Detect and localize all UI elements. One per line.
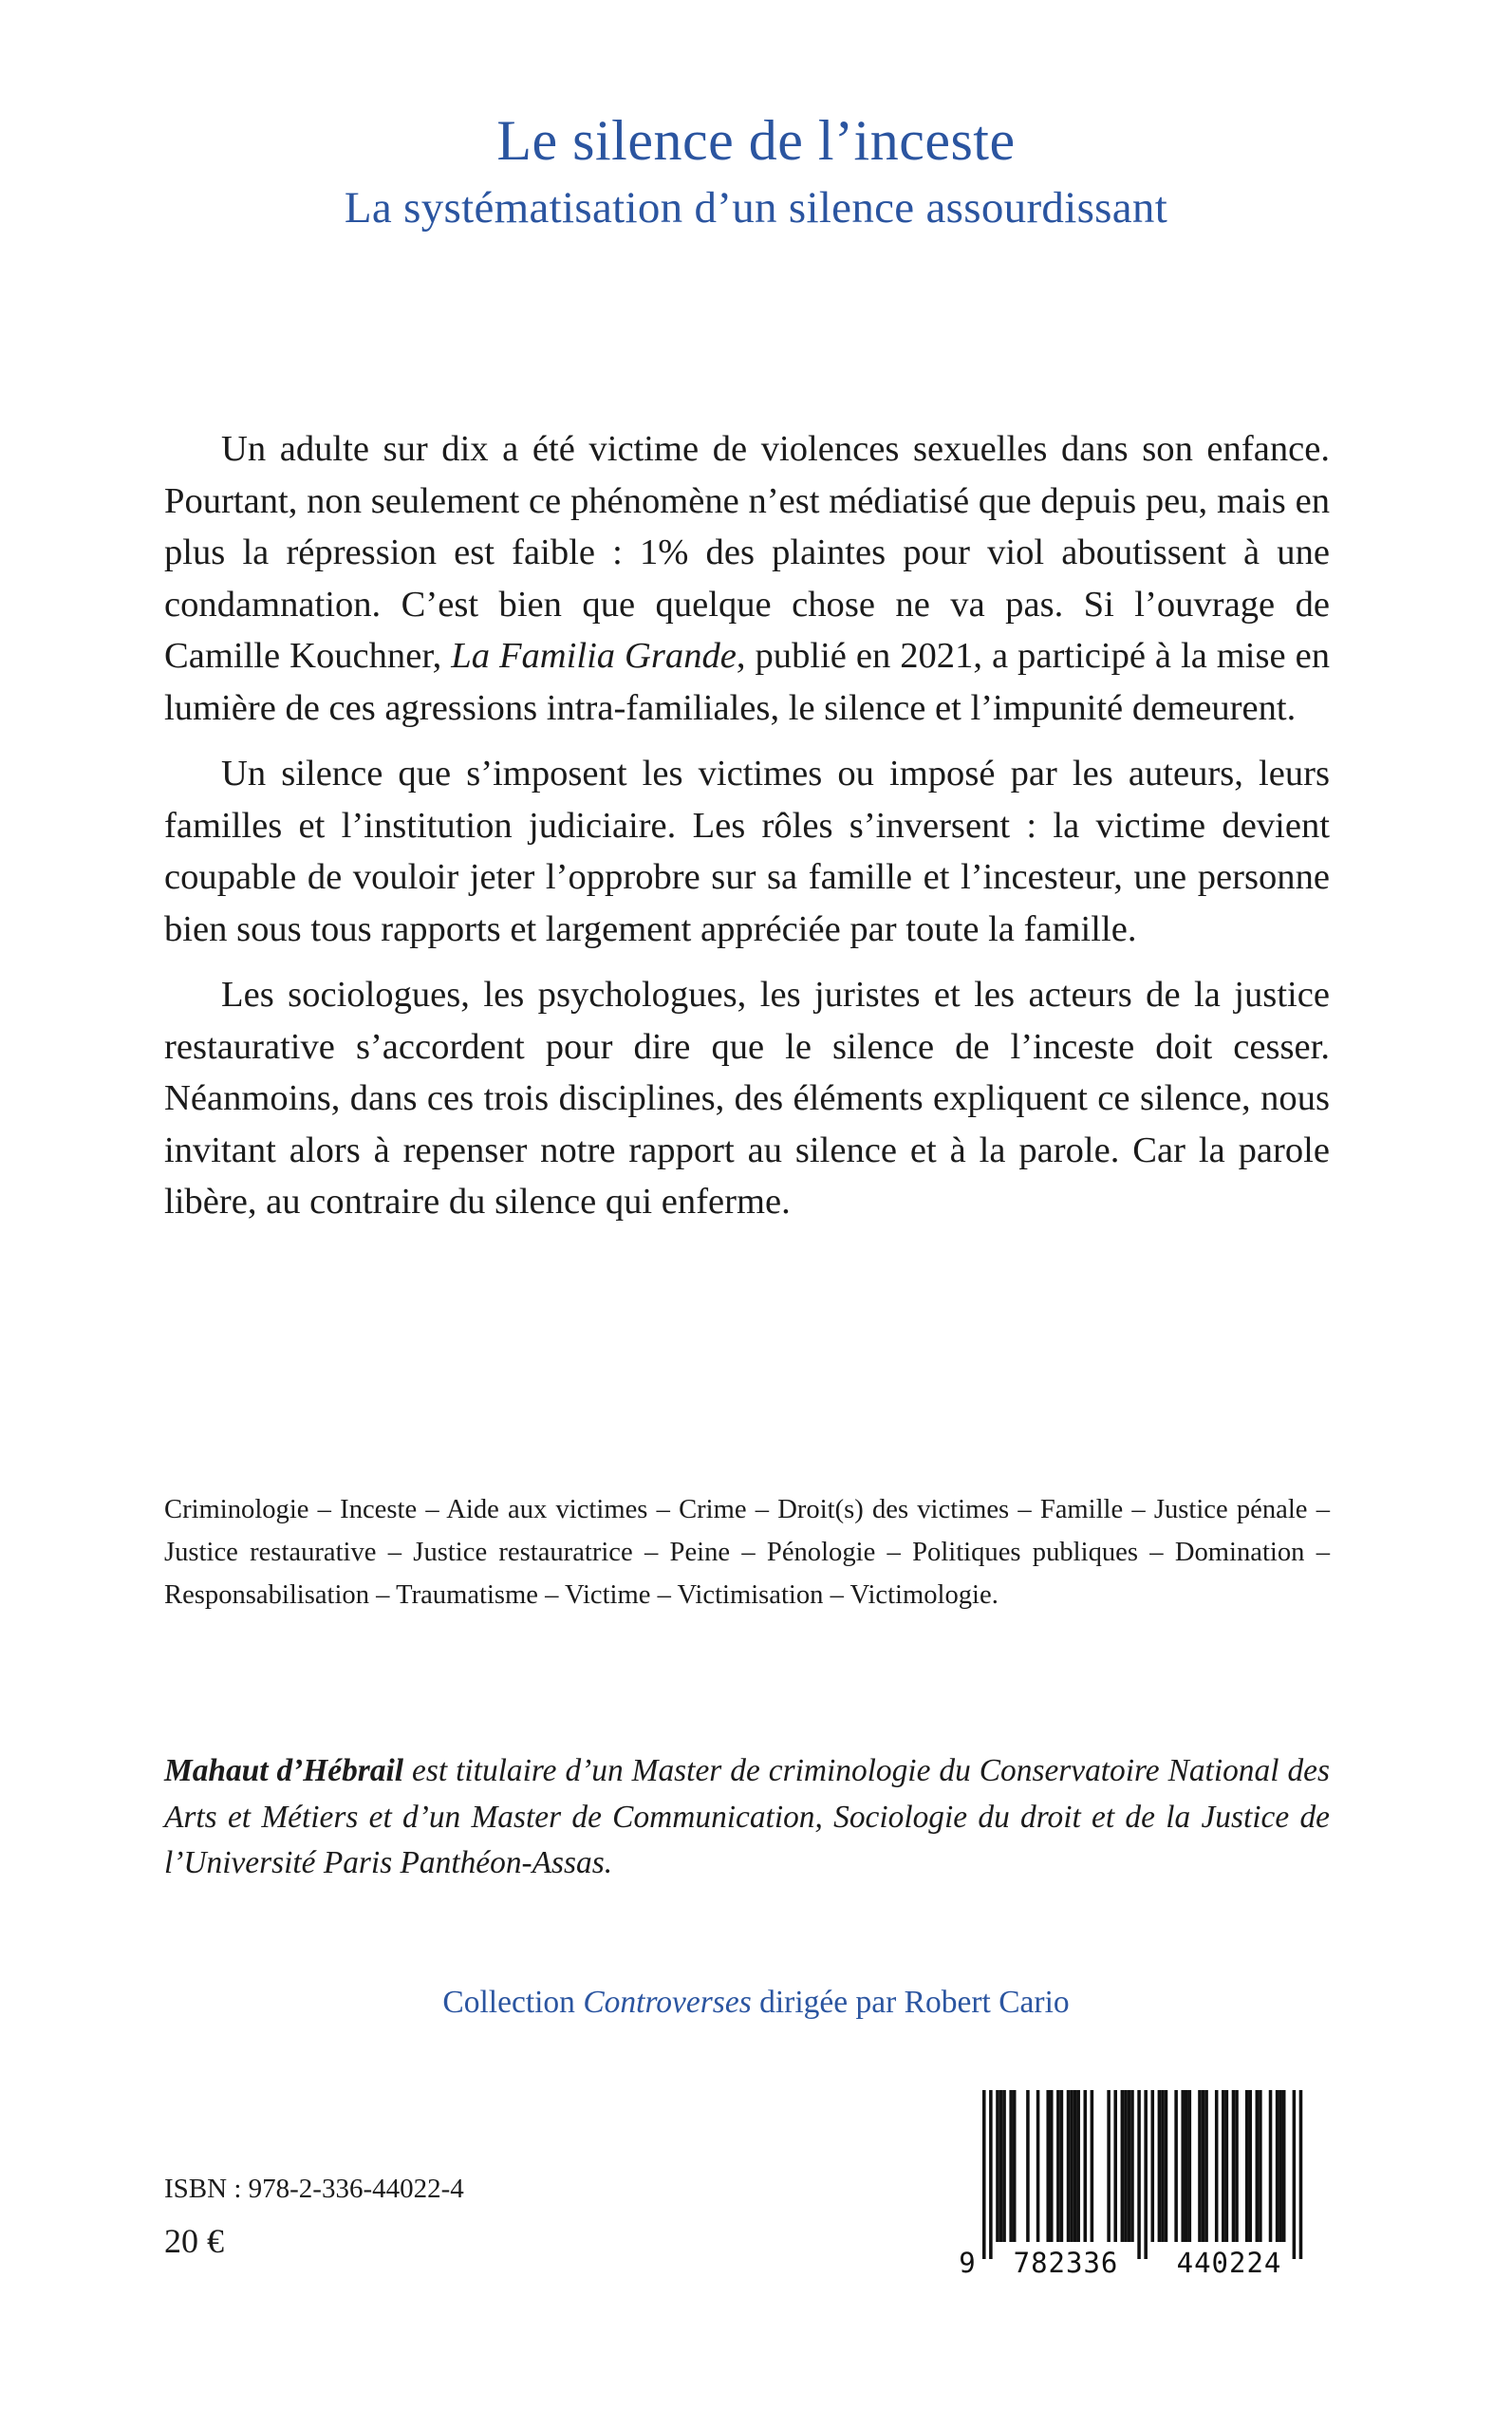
barcode-bar [1091,2090,1094,2242]
keywords: Criminologie – Inceste – Aide aux victimes – Crime – Droit(s) des victimes – Famille – Justice pénale – Justice restaurative – Justice restauratrice – Peine – Pénologie – Politiques publiques – Domination – Responsabilisation – Traumatisme – Victime – Victimisation – Victimologie. [164,1495,1330,1610]
barcode-bar [1198,2090,1202,2242]
author-bio [164,1748,1330,1887]
barcode-bar [1107,2090,1111,2242]
barcode-bar [982,2090,986,2259]
barcode-bar [1174,2090,1178,2242]
barcode-bar [989,2090,993,2259]
barcode-bar [1073,2090,1077,2242]
barcode-bar [1256,2090,1260,2242]
barcode-bar [1232,2090,1236,2242]
barcode [954,2086,1324,2276]
barcode-bar [1222,2090,1225,2242]
barcode-bar [1235,2090,1239,2242]
summary-paragraph-2: Un silence que s’imposent les victimes ou imposé par les auteurs, leurs familles et l’institution judiciaire. Les rôles s’inversent : la victime devient coupable de vouloir jeter l’opprobre sur sa famille et l’incesteur, une personne bien sous tous rapports et largement appréciée par toute la famille. [164,754,1330,949]
barcode-bar [1067,2090,1071,2242]
author-bio-text: est titulaire d’un Master de criminologie du Conservatoire National des Arts et Métiers et d’un Master de Communication, Sociologie du droit et de la Justice de l’Université Paris Panthéon-Assas. [164,1753,1330,1880]
barcode-bar [1036,2090,1040,2242]
isbn: ISBN : 978-2-336-44022-4 [164,2174,464,2204]
barcode-bar [1130,2090,1134,2242]
barcode-bar [1002,2090,1006,2242]
barcode-bar [1144,2090,1148,2259]
barcode-bar [1121,2090,1125,2242]
barcode-first-digit: 9 [959,2247,976,2276]
barcode-bar [1185,2090,1188,2242]
barcode-bar [996,2090,999,2242]
barcode-bar [1076,2090,1080,2242]
barcode-bar [1158,2090,1162,2242]
barcode-bar [1248,2090,1252,2242]
back-cover-summary [164,423,1330,1242]
barcode-bar [1245,2090,1249,2242]
barcode-bar [1269,2090,1273,2242]
barcode-bar [1276,2090,1279,2242]
barcode-bar [1165,2090,1168,2242]
barcode-bar [1202,2090,1205,2242]
price: 20 € [164,2222,224,2260]
barcode-bar [1070,2090,1073,2242]
barcode-bar [1026,2090,1030,2242]
barcode-bar [1050,2090,1054,2242]
barcode-bar [1013,2090,1017,2242]
book-subtitle: La systématisation d’un silence assourdissant [344,183,1168,233]
summary-paragraph-3: Les sociologues, les psychologues, les juristes et les acteurs de la justice restaurative s’accordent pour dire que le silence de l’inceste doit cesser. Néanmoins, dans ces trois disciplines, des éléments expliquent ce silence, nous invitant alors à repenser notre rapport au silence et à la parole. Car la parole libère, au contraire du silence qui enferme. [164,975,1330,1222]
summary-text: , publié en 2021, a participé à la mise en lumière de ces agressions intra-familiales, le silence et l’impunité demeurent. [164,636,1330,728]
barcode-bar [1137,2090,1141,2259]
collection-prefix: Collection [442,1985,584,2020]
barcode-bar [1299,2090,1303,2259]
barcode-bar [1161,2090,1165,2242]
barcode-bar [1282,2090,1286,2242]
barcode-bar [999,2090,1003,2242]
cited-book-title: La Familia Grande [451,636,737,676]
barcode-bar [1293,2090,1297,2259]
barcode-bar [1204,2090,1208,2242]
barcode-bar [1128,2090,1131,2242]
collection-name: Controverses [583,1985,752,2020]
barcode-bar [1225,2090,1229,2242]
barcode-bar [1181,2090,1185,2242]
summary-paragraph-1 [164,423,1330,734]
barcode-bar [1188,2090,1192,2242]
barcode-bar [1009,2090,1013,2242]
barcode-bar [1215,2090,1219,2242]
barcode-bar [1046,2090,1050,2242]
barcode-left-digits: 782336 [1013,2247,1119,2276]
collection-line [0,1984,1512,2022]
collection-suffix: dirigée par Robert Cario [751,1985,1070,2020]
barcode-bar [1060,2090,1064,2242]
barcode-bar [1113,2090,1117,2242]
book-title: Le silence de l’inceste [496,109,1016,172]
barcode-bar [1279,2090,1282,2242]
barcode-bar [1124,2090,1128,2242]
barcode-bar [1056,2090,1060,2242]
author-name: Mahaut d’Hébrail [164,1753,404,1788]
barcode-bar [1151,2090,1155,2242]
barcode-bar [1259,2090,1262,2242]
barcode-bar [1084,2090,1088,2242]
barcode-right-digits: 440224 [1176,2247,1282,2276]
summary-text: Un adulte sur dix a été victime de violences sexuelles dans son enfance. Pourtant, non seulement ce phénomène n’est médiatisé que depuis peu, mais en plus la répression est faible : 1% des plaintes pour viol aboutissent à une condamnation. C’est bien que quelque chose ne va pas. Si l’ouvrage de Camille Kouchner, [164,429,1330,676]
